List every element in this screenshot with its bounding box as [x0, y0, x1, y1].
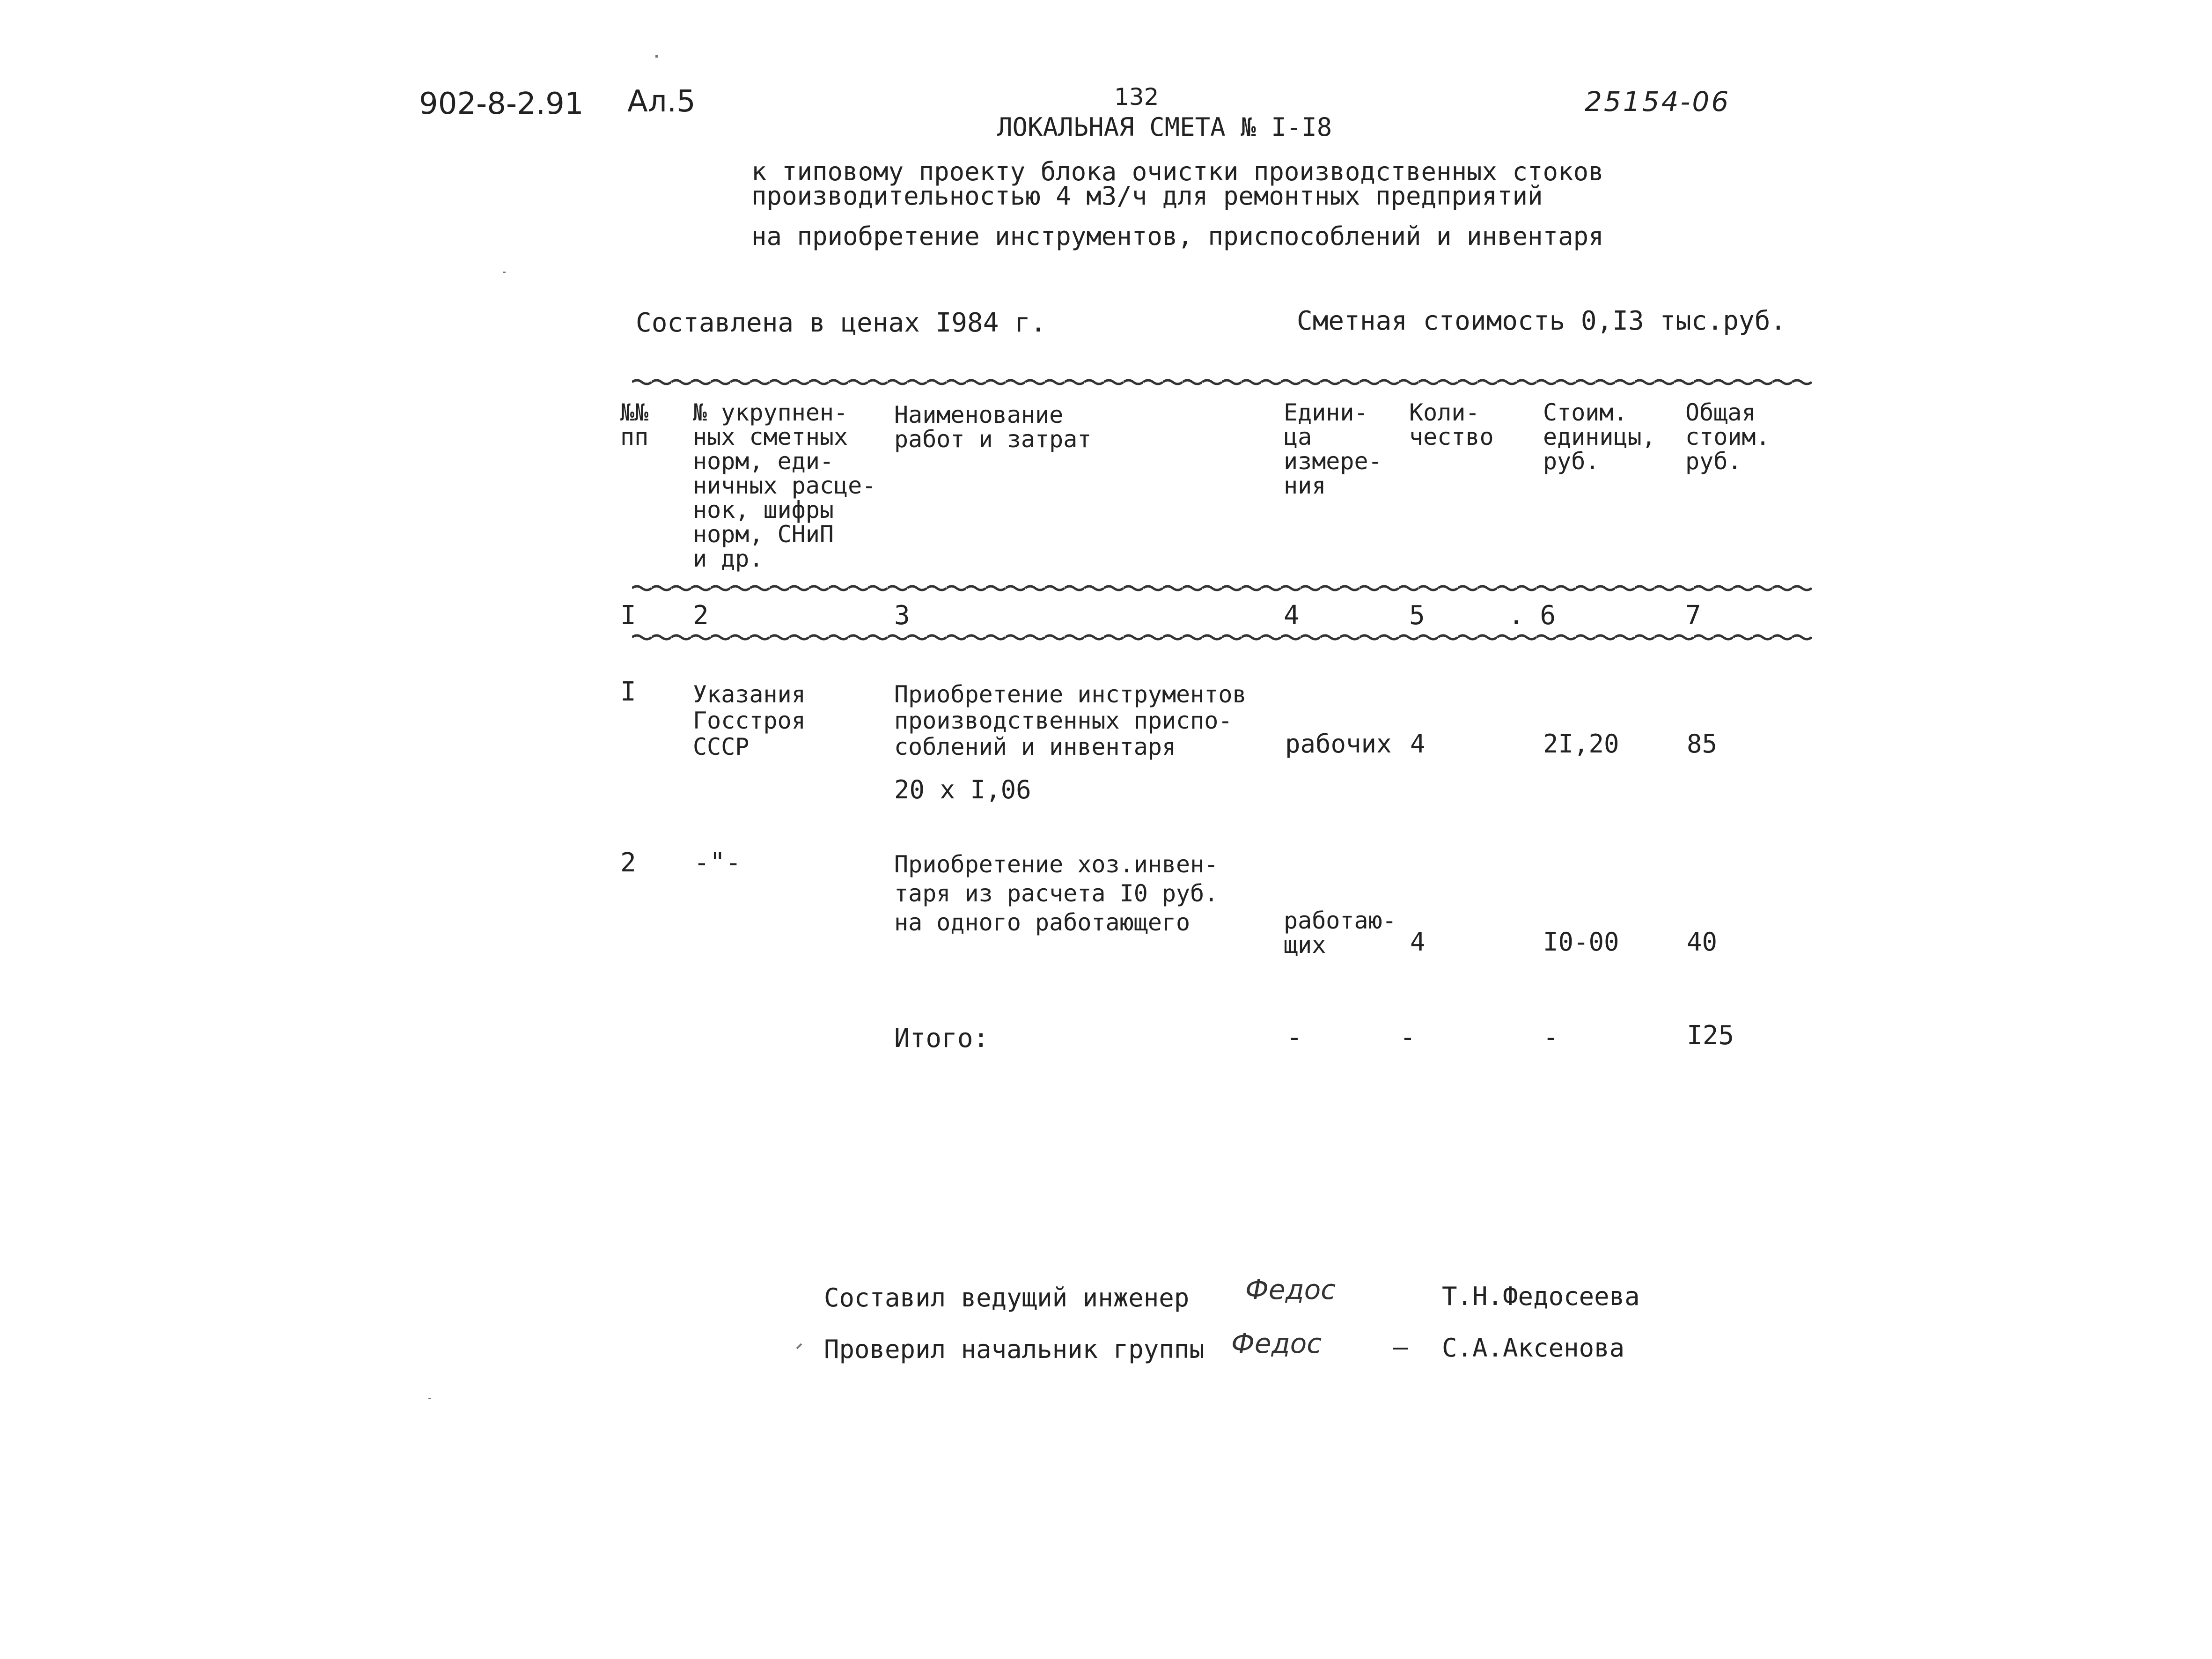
col-number-1: I [620, 600, 636, 631]
page-title: ЛОКАЛЬНАЯ СМЕТА № I-I8 [997, 112, 1332, 142]
row-unit: рабочих [1285, 729, 1392, 759]
subtitle-line-2: производительностью 4 м3/ч для ремонтных предприятий [751, 181, 1543, 211]
row-number: I [620, 677, 636, 707]
row-basis: Указания Госстроя СССР [693, 681, 806, 760]
scan-speck [428, 1398, 431, 1399]
col-number-7: 7 [1685, 600, 1701, 631]
row-total-cost: 40 [1687, 927, 1718, 957]
column-numbers-rule [632, 632, 1812, 642]
total-quantity: - [1400, 1022, 1416, 1053]
subtitle-line-1: к типовому проекту блока очистки производственных стоков [751, 157, 1604, 186]
checked-by-name: С.А.Аксенова [1442, 1333, 1625, 1363]
album-number: Ал.5 [627, 84, 696, 119]
total-unit-cost: - [1543, 1022, 1559, 1053]
col-header-unit: Едини- ца измере- ния [1284, 399, 1382, 499]
col-header-basis: № укрупнен- ных сметных норм, еди- ничных расце- нок, шифры норм, СНиП и др. [693, 399, 876, 572]
scan-speck [655, 55, 658, 58]
row-name: Приобретение инструментов производственных приспо- соблений и инвентаря [894, 681, 1247, 760]
col-number-5: 5 [1409, 600, 1425, 631]
checked-by-label: Проверил начальник группы [824, 1335, 1205, 1364]
table-header-rule [632, 583, 1812, 593]
row-formula: 20 х I,06 [894, 775, 1031, 804]
doc-code: 902-8-2.91 [419, 87, 584, 121]
row-number: 2 [620, 848, 636, 878]
col-header-unit-cost: Стоим. единицы, руб. [1543, 399, 1656, 475]
inventory-number: 25154-06 [1585, 86, 1731, 118]
checked-by-signature: Федос [1231, 1327, 1322, 1359]
estimated-cost: Сметная стоимость 0,I3 тыс.руб. [1297, 306, 1786, 336]
compiled-by-name: Т.Н.Федосеева [1442, 1282, 1640, 1311]
compiled-by-label: Составил ведущий инженер [824, 1283, 1190, 1312]
total-unit: - [1286, 1022, 1302, 1053]
scan-speck [796, 1343, 802, 1349]
col-number-6: . 6 [1508, 600, 1556, 631]
total-cost: I25 [1687, 1020, 1734, 1051]
row-name: Приобретение хоз.инвен- таря из расчета I0 руб. на одного работающего [894, 851, 1219, 936]
col-header-total-cost: Общая стоим. руб. [1685, 399, 1770, 475]
col-header-number: №№ пп [620, 399, 649, 450]
row-total-cost: 85 [1687, 729, 1718, 759]
col-header-name: Наименование работ и затрат [894, 401, 1092, 453]
scan-speck [503, 272, 506, 273]
total-label: Итого: [894, 1023, 989, 1054]
col-header-quantity: Коли- чество [1409, 399, 1494, 450]
compiled-by-signature: Федос [1245, 1274, 1336, 1305]
page-number: 132 [1114, 83, 1159, 111]
row-unit-cost: 2I,20 [1543, 729, 1619, 759]
col-number-3: 3 [894, 600, 910, 631]
row-quantity: 4 [1410, 729, 1426, 759]
col-number-4: 4 [1284, 600, 1300, 631]
row-basis: -"- [694, 848, 742, 878]
signature-dash: – [1393, 1332, 1408, 1362]
row-quantity: 4 [1410, 927, 1426, 957]
col-number-2: 2 [693, 600, 709, 631]
purpose-line: на приобретение инструментов, приспособлений и инвентаря [751, 221, 1604, 251]
table-top-rule [632, 377, 1812, 387]
row-unit-cost: I0-00 [1543, 927, 1619, 957]
row-unit: работаю- щих [1284, 907, 1396, 959]
prices-year: Составлена в ценах I984 г. [636, 308, 1046, 338]
